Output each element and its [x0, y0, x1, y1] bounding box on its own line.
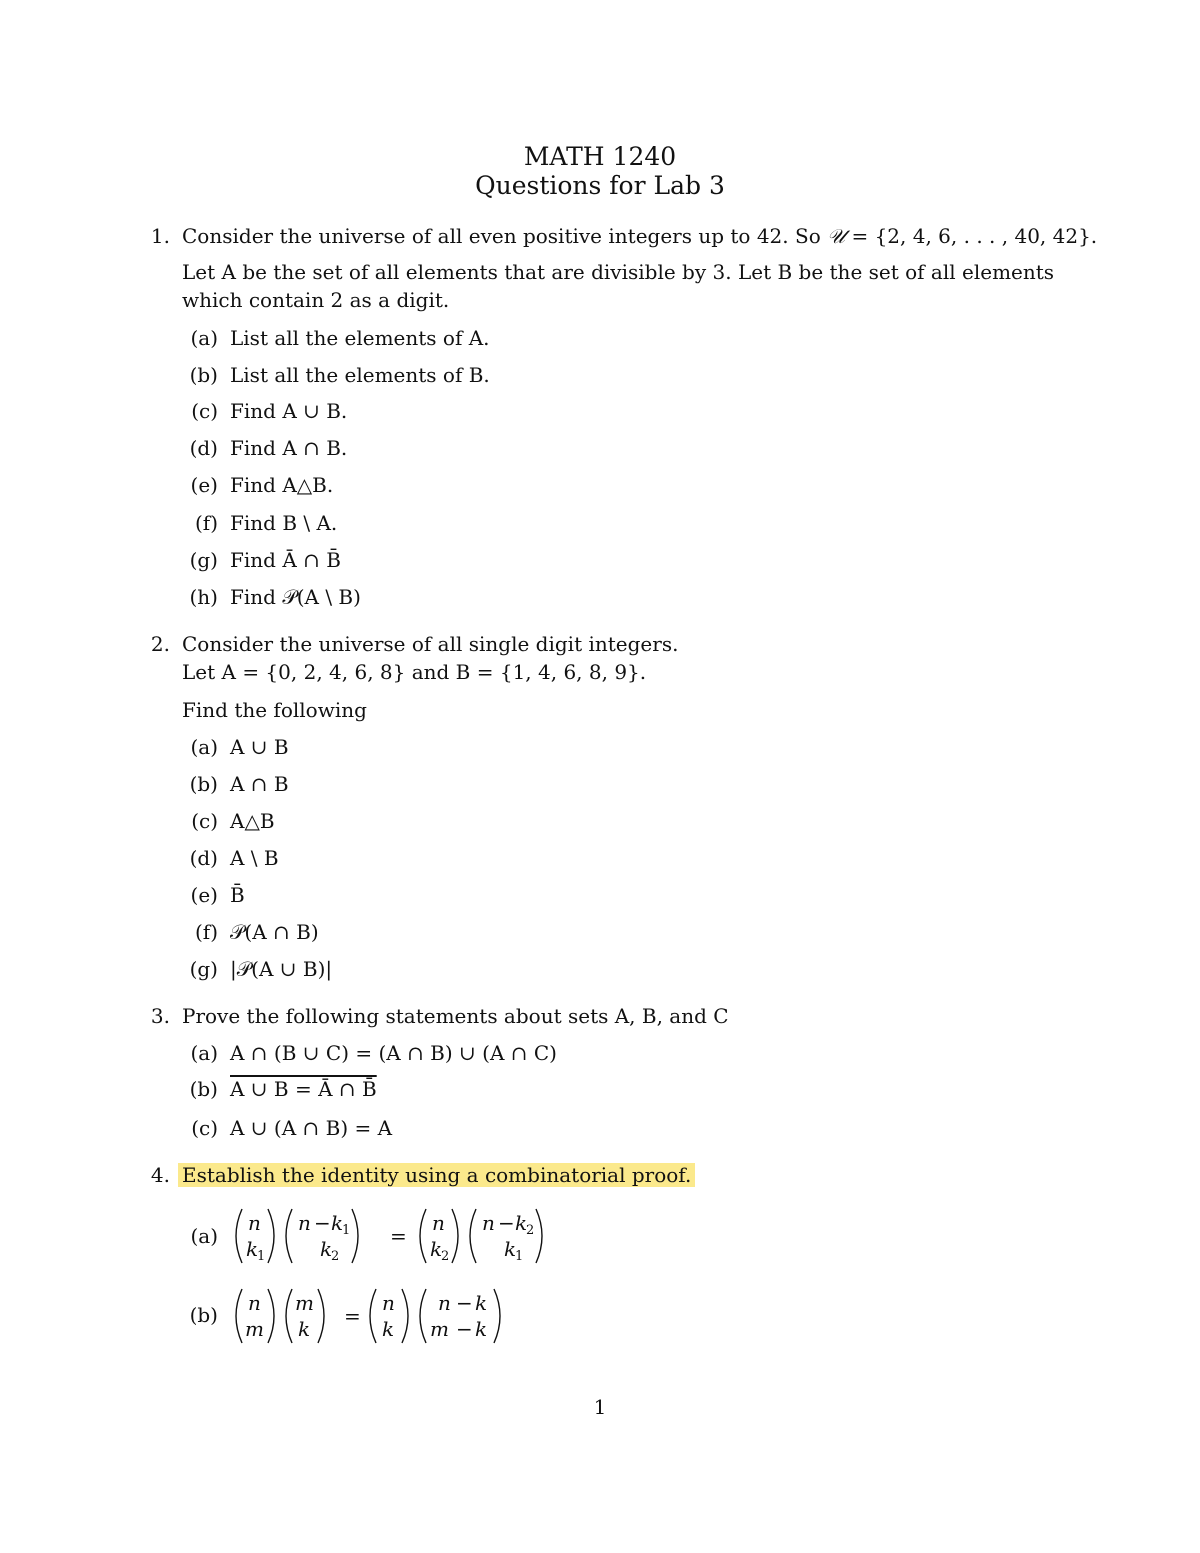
q1-part-f-text: Find B \ A. [230, 511, 338, 535]
q3-part-b-label: (b) [189, 1077, 218, 1101]
q4-part-b-label: (b) [189, 1303, 218, 1327]
q2-part-f-text: 𝒫(A ∩ B) [230, 920, 319, 944]
q1-part-c-label: (c) [191, 399, 218, 423]
question-1-intro [182, 223, 1097, 249]
q1-part-f-label: (f) [194, 511, 218, 535]
svg-text:n: n [432, 1211, 445, 1235]
q2-part-d-text: A \ B [230, 846, 279, 870]
q2-part-a-text: A ∪ B [230, 735, 289, 759]
q4-part-a-equation [228, 1203, 578, 1273]
svg-text:m: m [245, 1317, 264, 1341]
q2-part-e-text: B̄ [230, 883, 245, 907]
svg-text:n: n [298, 1211, 311, 1235]
question-2-line-1: Consider the universe of all single digit integers. [182, 632, 679, 656]
question-1-number: 1. [150, 224, 170, 248]
svg-text:2: 2 [441, 1249, 450, 1264]
q4-part-b-equation [228, 1283, 548, 1353]
q1-part-d-text: Find A ∩ B. [230, 436, 348, 460]
svg-text:m: m [295, 1291, 314, 1315]
q3-part-b-expression: A ∪ B = Ā ∩ B̄ [230, 1077, 377, 1101]
question-3-line-1: Prove the following statements about sets A, B, and C [182, 1004, 729, 1028]
q1-part-b-text: List all the elements of B. [230, 363, 490, 387]
q3-part-b-text [230, 1076, 377, 1102]
q1-part-e-text: Find A△B. [230, 473, 334, 497]
q1-part-a-label: (a) [190, 326, 218, 350]
svg-text:n: n [382, 1291, 395, 1315]
q1-part-a-text: List all the elements of A. [230, 326, 490, 350]
q3-part-c-text: A ∪ (A ∩ B) = A [230, 1116, 393, 1140]
q2-part-d-label: (d) [189, 846, 218, 870]
question-1-line-2: Let A be the set of all elements that are divisible by 3. Let B be the set of all elements [182, 260, 1055, 284]
q1-part-d-label: (d) [189, 436, 218, 460]
q2-part-b-text: A ∩ B [230, 772, 289, 796]
svg-text:2: 2 [526, 1223, 535, 1238]
q3-part-c-label: (c) [191, 1116, 218, 1140]
q2-part-e-label: (e) [190, 883, 218, 907]
svg-text:=: = [344, 1304, 361, 1328]
svg-text:−: − [498, 1211, 515, 1235]
svg-text:m: m [430, 1317, 449, 1341]
question-3-number: 3. [150, 1004, 170, 1028]
svg-text:−: − [314, 1211, 331, 1235]
question-2-line-2: Let A = {0, 2, 4, 6, 8} and B = {1, 4, 6, 8, 9}. [182, 660, 647, 684]
svg-text:−: − [456, 1317, 473, 1341]
svg-text:k: k [246, 1237, 259, 1261]
svg-text:1: 1 [515, 1249, 524, 1264]
svg-text:1: 1 [342, 1223, 351, 1238]
question-2-line-3: Find the following [182, 698, 367, 722]
question-4-number: 4. [150, 1163, 170, 1187]
universe-symbol: 𝒰 [827, 224, 846, 248]
highlighted-instruction: Establish the identity using a combinatorial proof. [178, 1163, 695, 1187]
q1-part-g-text: Find Ā ∩ B̄ [230, 548, 341, 572]
svg-text:k: k [515, 1211, 528, 1235]
svg-text:=: = [390, 1224, 407, 1248]
q2-part-c-text: A△B [230, 809, 275, 833]
q2-part-c-label: (c) [191, 809, 218, 833]
svg-text:2: 2 [331, 1249, 340, 1264]
question-2-number: 2. [150, 632, 170, 656]
svg-text:n: n [482, 1211, 495, 1235]
svg-text:k: k [298, 1317, 311, 1341]
svg-text:−: − [456, 1291, 473, 1315]
q3-part-a-text: A ∩ (B ∪ C) = (A ∩ B) ∪ (A ∩ C) [230, 1041, 557, 1065]
question-1-line-3: which contain 2 as a digit. [182, 288, 450, 312]
svg-text:n: n [248, 1291, 261, 1315]
svg-text:k: k [430, 1237, 443, 1261]
svg-text:k: k [475, 1291, 488, 1315]
q1-part-g-label: (g) [189, 548, 218, 572]
page-subtitle: Questions for Lab 3 [475, 171, 725, 200]
q1-part-c-text: Find A ∪ B. [230, 399, 348, 423]
q4-part-a-label: (a) [190, 1224, 218, 1248]
q2-part-b-label: (b) [189, 772, 218, 796]
q2-part-g-text: |𝒫(A ∪ B)| [230, 957, 333, 981]
question-4-line-1 [182, 1162, 695, 1188]
svg-text:n: n [438, 1291, 451, 1315]
question-1-intro-text: Consider the universe of all even positive integers up to 42. So [182, 224, 821, 248]
svg-text:n: n [248, 1211, 261, 1235]
q1-part-b-label: (b) [189, 363, 218, 387]
q1-part-e-label: (e) [190, 473, 218, 497]
q2-part-a-label: (a) [190, 735, 218, 759]
q2-part-f-label: (f) [194, 920, 218, 944]
universe-set: = {2, 4, 6, . . . , 40, 42}. [851, 224, 1098, 248]
page-number: 1 [593, 1395, 607, 1419]
svg-text:k: k [504, 1237, 517, 1261]
svg-text:k: k [475, 1317, 488, 1341]
svg-text:k: k [320, 1237, 333, 1261]
q3-part-a-label: (a) [190, 1041, 218, 1065]
page-title: MATH 1240 [523, 142, 677, 171]
svg-text:k: k [382, 1317, 395, 1341]
q1-part-h-label: (h) [189, 585, 218, 609]
svg-text:1: 1 [257, 1249, 266, 1264]
q2-part-g-label: (g) [189, 957, 218, 981]
svg-text:k: k [331, 1211, 344, 1235]
q1-part-h-text: Find 𝒫(A \ B) [230, 585, 361, 609]
